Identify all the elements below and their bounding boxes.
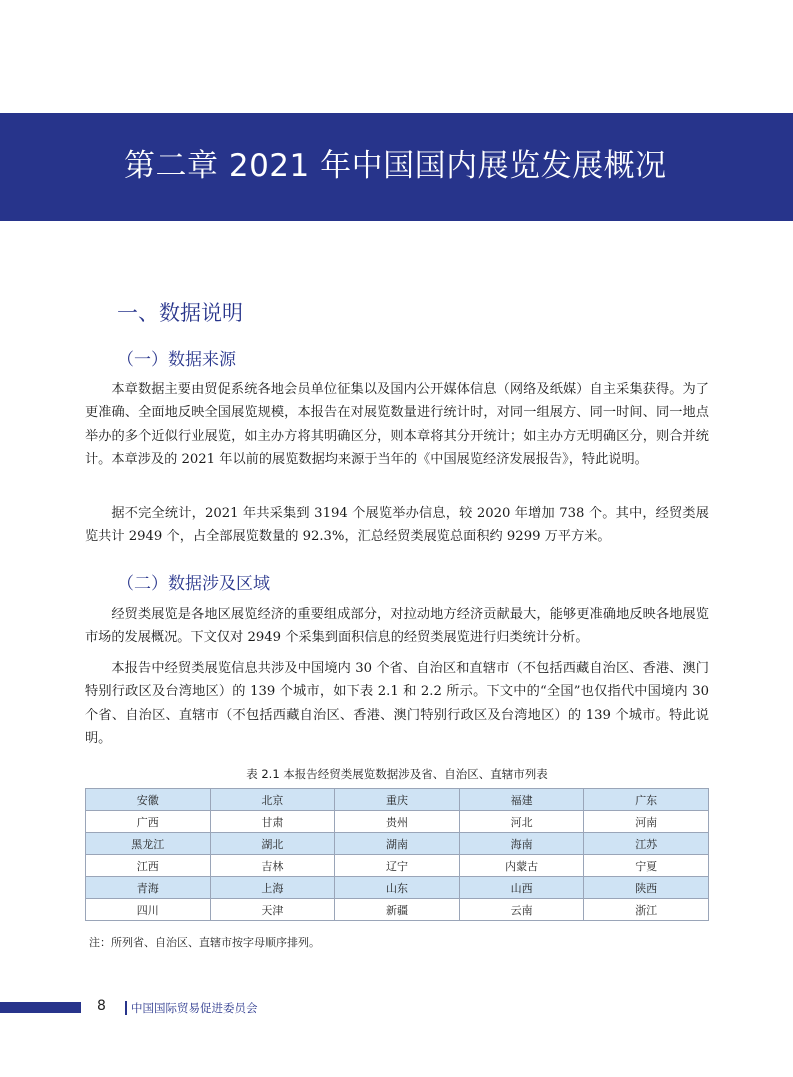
table-cell: 福建: [459, 789, 584, 811]
table-cell: 宁夏: [584, 855, 709, 877]
table-cell: 浙江: [584, 899, 709, 921]
table-cell: 海南: [459, 833, 584, 855]
table-cell: 北京: [210, 789, 335, 811]
page-number: 8: [97, 998, 106, 1014]
footer-organization: 中国国际贸易促进委员会: [131, 1001, 258, 1015]
table-cell: 天津: [210, 899, 335, 921]
table-cell: 甘肃: [210, 811, 335, 833]
table-cell: 云南: [459, 899, 584, 921]
table-cell: 贵州: [335, 811, 460, 833]
table-cell: 湖南: [335, 833, 460, 855]
table-note: 注：所列省、自治区、直辖市按字母顺序排列。: [89, 936, 320, 949]
table-row: [86, 855, 709, 877]
table-cell: 上海: [210, 877, 335, 899]
table-cell: 江西: [86, 855, 211, 877]
table-row: [86, 789, 709, 811]
table-cell: 青海: [86, 877, 211, 899]
table-row: [86, 833, 709, 855]
table-cell: 新疆: [335, 899, 460, 921]
chapter-title: 第二章 2021 年中国国内展览发展概况: [124, 148, 667, 184]
regions-table: [85, 788, 709, 921]
table-caption: 表 2.1 本报告经贸类展览数据涉及省、自治区、直辖市列表: [246, 767, 548, 781]
table-cell: 河北: [459, 811, 584, 833]
table-row: [86, 877, 709, 899]
paragraph: 据不完全统计，2021 年共采集到 3194 个展览举办信息，较 2020 年增加 738 个。其中，经贸类展览共计 2949 个，占全部展览数量的 92.3%，汇总经贸类展览总面积约 9299 万平方米。: [85, 506, 709, 545]
paragraph: 本章数据主要由贸促系统各地会员单位征集以及国内公开媒体信息（网络及纸媒）自主采集获得。为了更准确、全面地反映全国展览规模，本报告在对展览数量进行统计时，对同一组展方、同一时间、同一地点举办的多个近似行业展览，如主办方将其明确区分，则本章将其分开统计；如主办方无明确区分，则合并统计。本章涉及的 2021 年以前的展览数据均来源于当年的《中国展览经济发展报告》，特此说明。: [85, 382, 709, 468]
table-row: [86, 811, 709, 833]
section-heading-data-description: 一、数据说明: [117, 301, 243, 325]
table-cell: 四川: [86, 899, 211, 921]
table-cell: 广东: [584, 789, 709, 811]
footer-accent-bar: [0, 1002, 81, 1013]
table-cell: 广西: [86, 811, 211, 833]
table-cell: 重庆: [335, 789, 460, 811]
table-cell: 山东: [335, 877, 460, 899]
table-cell: 吉林: [210, 855, 335, 877]
table-cell: 辽宁: [335, 855, 460, 877]
paragraph: 本报告中经贸类展览信息共涉及中国境内 30 个省、自治区和直辖市（不包括西藏自治区、香港、澳门特别行政区及台湾地区）的 139 个城市，如下表 2.1 和 2.2 所示。下文中的“全国”也仅指代中国境内 30 个省、自治区、直辖市（不包括西藏自治区、香港、澳门特别行政区及台湾地区）的 139 个城市。特此说明。: [85, 661, 709, 747]
footer-divider: [125, 1001, 127, 1015]
table-cell: 安徽: [86, 789, 211, 811]
table-cell: 湖北: [210, 833, 335, 855]
subsection-heading-data-region: （二）数据涉及区域: [117, 574, 270, 594]
table-cell: 江苏: [584, 833, 709, 855]
table-cell: 黑龙江: [86, 833, 211, 855]
paragraph: 经贸类展览是各地区展览经济的重要组成部分，对拉动地方经济贡献最大，能够更准确地反映各地展览市场的发展概况。下文仅对 2949 个采集到面积信息的经贸类展览进行归类统计分析。: [85, 607, 709, 646]
table-cell: 山西: [459, 877, 584, 899]
table-row: [86, 899, 709, 921]
table-cell: 河南: [584, 811, 709, 833]
table-cell: 陕西: [584, 877, 709, 899]
table-cell: 内蒙古: [459, 855, 584, 877]
subsection-heading-data-source: （一）数据来源: [117, 350, 236, 370]
